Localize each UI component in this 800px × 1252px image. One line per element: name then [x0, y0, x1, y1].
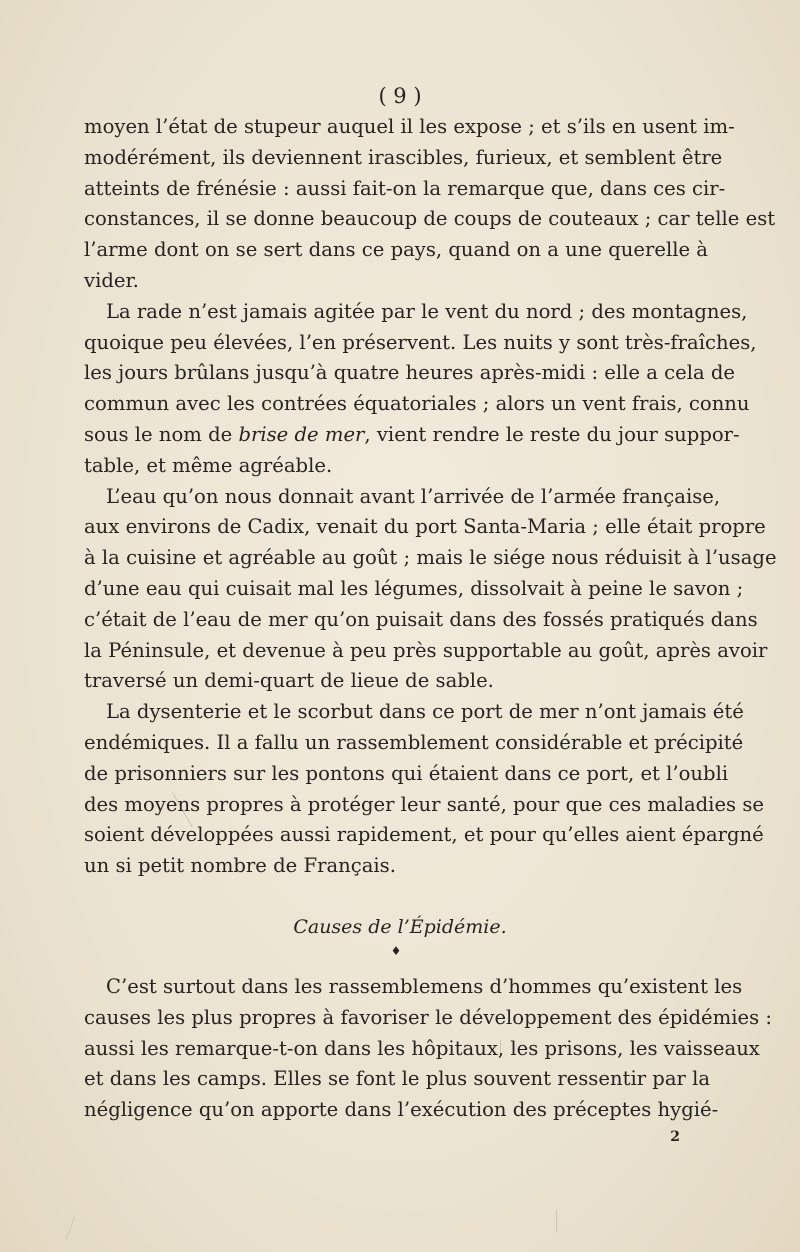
text-line: c’était de l’eau de mer qu’on puisait dans des fossés pratiqués dans: [84, 607, 758, 631]
text-line: aussi les remarque-t-on dans les hôpitaux, les prisons, les vaisseaux: [84, 1036, 760, 1060]
text-line: sous le nom de brise de mer, vient rendre le reste du jour suppor-: [84, 422, 740, 446]
text-line: aux environs de Cadix, venait du port Santa-Maria ; elle était propre: [84, 515, 766, 539]
paper-fiber: [556, 1210, 557, 1232]
text-line: de prisonniers sur les pontons qui étaient dans ce port, et l’oubli: [84, 761, 729, 785]
text-line: à la cuisine et agréable au goût ; mais le siége nous réduisit à l’usage: [84, 546, 777, 570]
header-spacer: [84, 82, 708, 112]
signature-mark: 2: [670, 1128, 680, 1145]
text-line: C’est surtout dans les rassemblemens d’hommes qu’existent les: [106, 974, 743, 998]
text-line: modérément, ils deviennent irascibles, furieux, et semblent être: [84, 145, 723, 169]
paper-fiber: [66, 1216, 75, 1240]
section-heading: Causes de l’Épidémie.: [293, 915, 507, 938]
text-line: les jours brûlans jusqu’à quatre heures après-midi : elle a cela de: [84, 361, 736, 385]
italic-phrase: brise de mer: [238, 422, 365, 446]
text-line: des moyens propres à protéger leur santé, pour que ces maladies se: [84, 792, 764, 816]
text-line: négligence qu’on apporte dans l’exécution des préceptes hygié-: [84, 1098, 719, 1122]
text-line: quoique peu élevées, l’en préservent. Les nuits y sont très-fraîches,: [84, 330, 757, 354]
text-line: moyen l’état de stupeur auquel il les expose ; et s’ils en usent im-: [84, 115, 735, 138]
text-line: constances, il se donne beaucoup de coups de couteaux ; car telle est: [84, 207, 776, 231]
paragraph-4: [84, 697, 764, 882]
text-line: un si petit nombre de Français.: [84, 854, 396, 878]
text-line: l’arme dont on se sert dans ce pays, quand on a une querelle à: [84, 238, 708, 262]
text-line: endémiques. Il a fallu un rassemblement considérable et précipité: [84, 730, 744, 754]
text-line: causes les plus propres à favoriser le développement des épidémies :: [84, 1005, 772, 1029]
text-line: vider.: [84, 268, 139, 292]
paragraph-5: [84, 972, 772, 1126]
text-line: et dans les camps. Elles se font le plus souvent ressentir par la: [84, 1067, 711, 1091]
text-line: La dysenterie et le scorbut dans ce port de mer n’ont jamais été: [106, 700, 744, 724]
ornament-mark: ♦: [390, 943, 402, 958]
paragraph-2: [84, 297, 757, 482]
text-line: soient développées aussi rapidement, et pour qu’elles aient épargné: [84, 823, 764, 847]
paragraph-3: [84, 482, 777, 698]
text-line: d’une eau qui cuisait mal les légumes, dissolvait à peine le savon ;: [84, 576, 744, 600]
text-line: atteints de frénésie : aussi fait-on la remarque que, dans ces cir-: [84, 176, 726, 200]
text-line: La rade n’est jamais agitée par le vent du nord ; des montagnes,: [106, 299, 748, 323]
paragraph-1: [84, 112, 776, 297]
text-line: traversé un demi-quart de lieue de sable.: [84, 669, 494, 693]
text-line: commun avec les contrées équatoriales ; alors un vent frais, connu: [84, 392, 750, 416]
section-spacer: [84, 882, 708, 912]
text-line: la Péninsule, et devenue à peu près supportable au goût, après avoir: [84, 638, 768, 662]
body-text: [84, 82, 777, 1148]
text-line: L’eau qu’on nous donnait avant l’arrivée de l’armée française,: [106, 484, 721, 508]
page-number: ( 9 ): [378, 84, 422, 108]
text-line: table, et même agréable.: [84, 453, 333, 477]
